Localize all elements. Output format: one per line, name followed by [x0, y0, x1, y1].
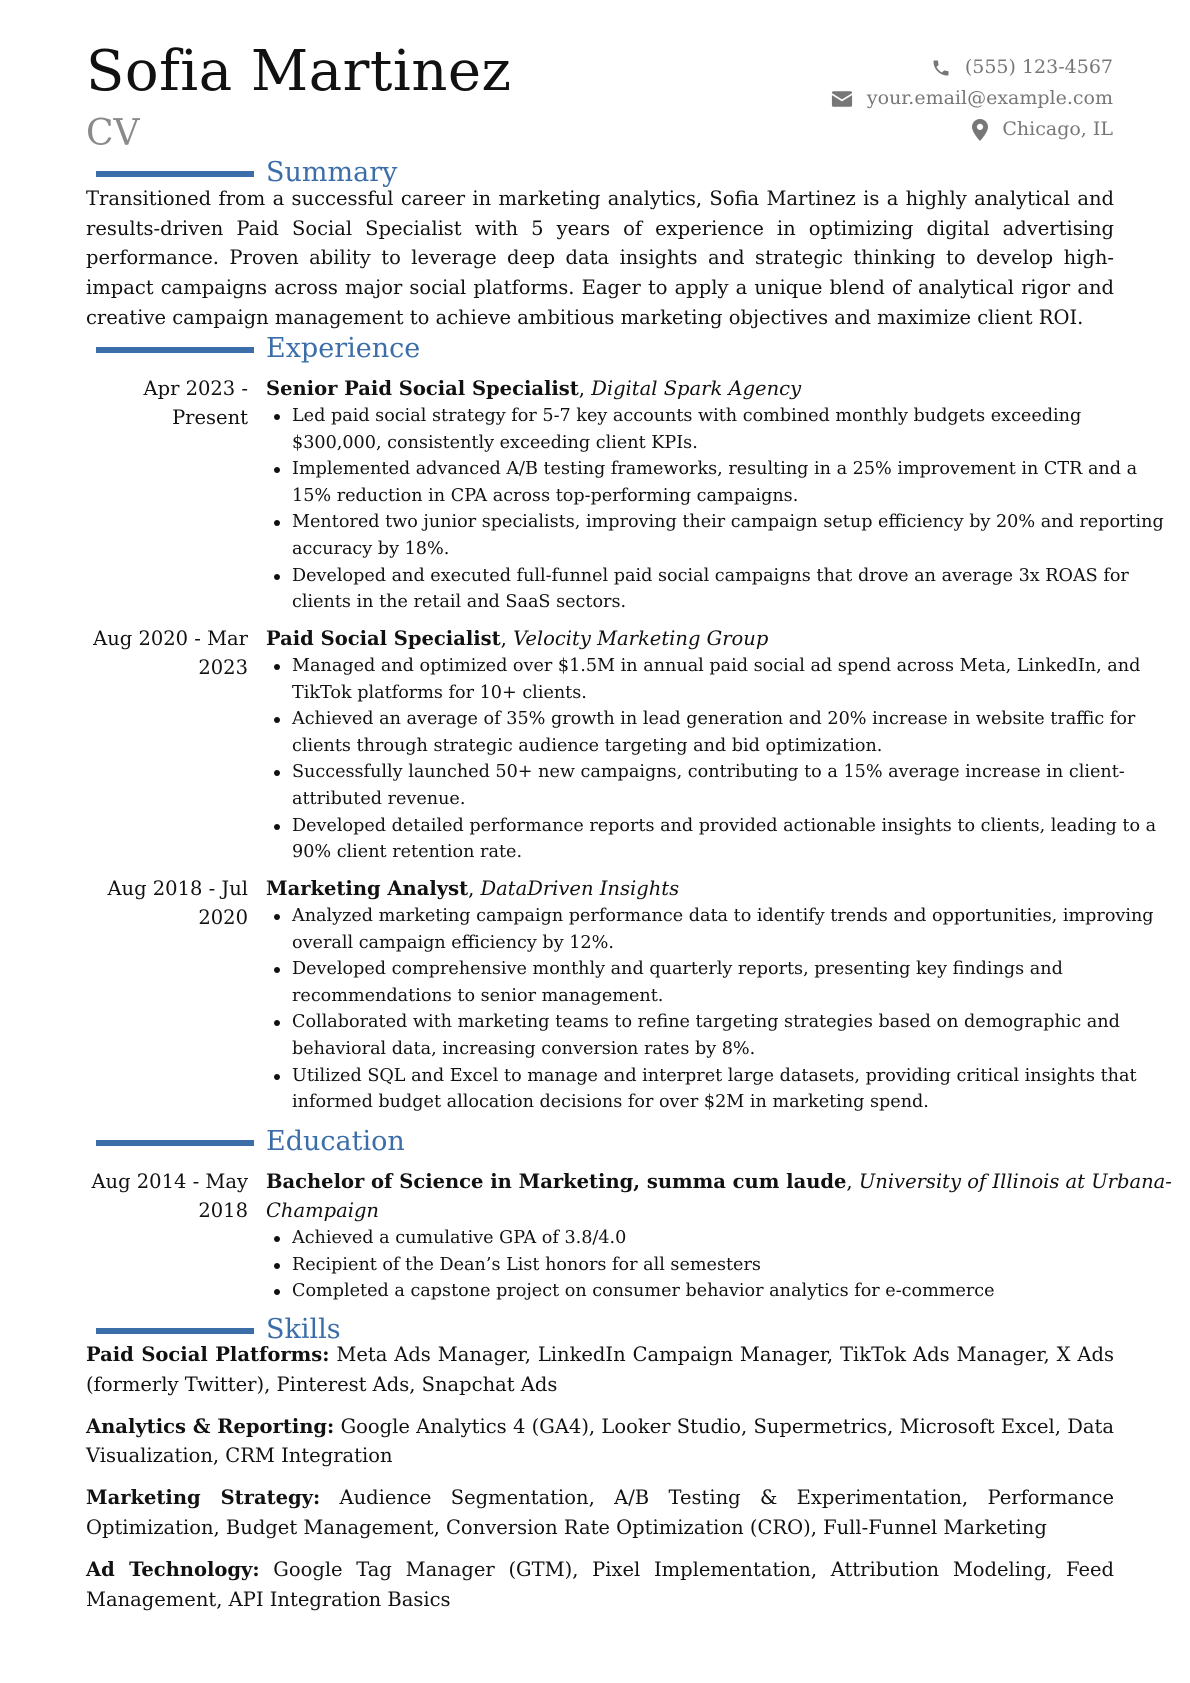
skill-items: Google Tag Manager (GTM), Pixel Implementation, Attribution Modeling, Feed Management, API Integration Basics	[86, 1557, 1115, 1611]
skill-items: Audience Segmentation, A/B Testing & Experimentation, Performance Optimization, Budget Management, Conversion Rate Optimization (CRO), Full-Funnel Marketing	[86, 1486, 1114, 1539]
contact-location	[831, 114, 1113, 145]
bullet-item: Analyzed marketing campaign performance data to identify trends and opportunities, improving overall campaign efficiency by 12%.	[266, 903, 1174, 956]
bullet-item: Completed a capstone project on consumer behavior analytics for e-commerce	[266, 1278, 1174, 1305]
section-title: Education	[266, 1126, 405, 1157]
bullet-item: Mentored two junior specialists, improving their campaign setup efficiency by 20% and reporting accuracy by 18%.	[266, 509, 1174, 562]
entry-body	[266, 624, 1174, 866]
entry-date: Aug 2014 - May 2018	[91, 1170, 248, 1222]
section-accent-bar	[96, 171, 254, 177]
skill-row	[86, 1555, 1114, 1615]
entry-title-line: Bachelor of Science in Marketing, summa cum laude, University of Illinois at Urbana-Champaign	[266, 1170, 1172, 1222]
bullet-item: Led paid social strategy for 5-7 key accounts with combined monthly budgets exceeding $300,000, consistently exceeding client KPIs.	[266, 403, 1174, 456]
entry-title-line: Senior Paid Social Specialist, Digital Spark Agency	[266, 377, 802, 400]
entry-title-line: Paid Social Specialist, Velocity Marketing Group	[266, 627, 769, 650]
entry-date: Aug 2020 - Mar 2023	[93, 627, 248, 679]
skills-list	[86, 1340, 1114, 1626]
skill-category: Paid Social Platforms:	[86, 1343, 330, 1366]
section-accent-bar	[96, 1328, 254, 1334]
bullet-item: Developed and executed full-funnel paid social campaigns that drove an average 3x ROAS for clients in the retail and SaaS sectors.	[266, 563, 1174, 616]
phone-text: (555) 123-4567	[964, 56, 1113, 78]
summary-text: Transitioned from a successful career in marketing analytics, Sofia Martinez is a highly analytical and results-driven Paid Social Specialist with 5 years of experience in optimizing digital advertising performance. Proven ability to leverage deep data insights and strategic thinking to develop high-impact campaigns across major social platforms. Eager to apply a unique blend of analytical rigor and creative campaign management to achieve ambitious marketing objectives and maximize client ROI.	[86, 187, 1114, 329]
section-title: Summary	[266, 157, 398, 188]
bullet-list	[266, 903, 1174, 1116]
organization: University of Illinois at Urbana-Champaign	[266, 1170, 1172, 1222]
contact-phone[interactable]	[831, 52, 1113, 83]
bullet-item: Collaborated with marketing teams to refine targeting strategies based on demographic and behavioral data, increasing conversion rates by 8%.	[266, 1009, 1174, 1062]
job-title: Marketing Analyst	[266, 877, 469, 900]
skill-items: Meta Ads Manager, LinkedIn Campaign Manager, TikTok Ads Manager, X Ads (formerly Twitter), Pinterest Ads, Snapchat Ads	[86, 1343, 1114, 1396]
organization: DataDriven Insights	[480, 877, 680, 900]
section-heading-experience	[96, 333, 420, 365]
entry-body	[266, 874, 1174, 1116]
phone-icon	[931, 58, 951, 78]
bullet-list	[266, 403, 1174, 616]
skill-category: Analytics & Reporting:	[86, 1414, 335, 1438]
section-heading-education	[96, 1126, 405, 1158]
entry-date: Aug 2018 - Jul 2020	[107, 877, 248, 929]
bullet-item: Implemented advanced A/B testing frameworks, resulting in a 25% improvement in CTR and a 15% reduction in CPA across top-performing campaigns.	[266, 456, 1174, 509]
organization: Velocity Marketing Group	[513, 627, 769, 650]
bullet-list	[266, 1225, 1174, 1305]
bullet-item: Utilized SQL and Excel to manage and interpret large datasets, providing critical insights that informed budget allocation decisions for over $2M in marketing spend.	[266, 1063, 1174, 1116]
bullet-item: Achieved an average of 35% growth in lead generation and 20% increase in website traffic for clients through strategic audience targeting and bid optimization.	[266, 706, 1174, 759]
document-subtitle: CV	[86, 113, 140, 154]
skill-category: Ad Technology:	[86, 1557, 260, 1581]
section-title: Skills	[266, 1314, 341, 1345]
entry-date: Apr 2023 - Present	[143, 377, 248, 429]
bullet-item: Achieved a cumulative GPA of 3.8/4.0	[266, 1225, 1174, 1252]
section-title: Experience	[266, 333, 421, 364]
bullet-item: Developed detailed performance reports and provided actionable insights to clients, leading to a 90% client retention rate.	[266, 813, 1174, 866]
bullet-item: Developed comprehensive monthly and quarterly reports, presenting key findings and recommendations to senior management.	[266, 956, 1174, 1009]
skill-items: Google Analytics 4 (GA4), Looker Studio, Supermetrics, Microsoft Excel, Data Visualization, CRM Integration	[86, 1414, 1115, 1468]
organization: Digital Spark Agency	[591, 377, 802, 400]
bullet-item: Successfully launched 50+ new campaigns, contributing to a 15% average increase in client-attributed revenue.	[266, 759, 1174, 812]
map-marker-icon	[972, 119, 988, 141]
skill-row	[86, 1412, 1114, 1472]
entry-title-line: Marketing Analyst, DataDriven Insights	[266, 877, 680, 900]
contact-block	[831, 52, 1113, 145]
skill-category: Marketing Strategy:	[86, 1486, 321, 1510]
bullet-list	[266, 653, 1174, 866]
entry-body	[266, 374, 1174, 616]
bullet-item: Managed and optimized over $1.5M in annual paid social ad spend across Meta, LinkedIn, and TikTok platforms for 10+ clients.	[266, 653, 1174, 706]
job-title: Senior Paid Social Specialist	[266, 377, 579, 400]
person-name: Sofia Martinez	[86, 39, 512, 104]
section-accent-bar	[96, 347, 254, 353]
location-text: Chicago, IL	[1002, 118, 1113, 140]
skill-row	[86, 1483, 1114, 1543]
bullet-item: Recipient of the Dean’s List honors for all semesters	[266, 1252, 1174, 1279]
skill-row	[86, 1340, 1114, 1400]
envelope-icon	[831, 90, 853, 108]
job-title: Paid Social Specialist	[266, 627, 501, 650]
section-accent-bar	[96, 1140, 254, 1146]
email-text: your.email@example.com	[866, 87, 1113, 109]
contact-email[interactable]	[831, 83, 1113, 114]
entry-body	[266, 1167, 1174, 1305]
degree-title: Bachelor of Science in Marketing, summa cum laude	[266, 1170, 847, 1193]
